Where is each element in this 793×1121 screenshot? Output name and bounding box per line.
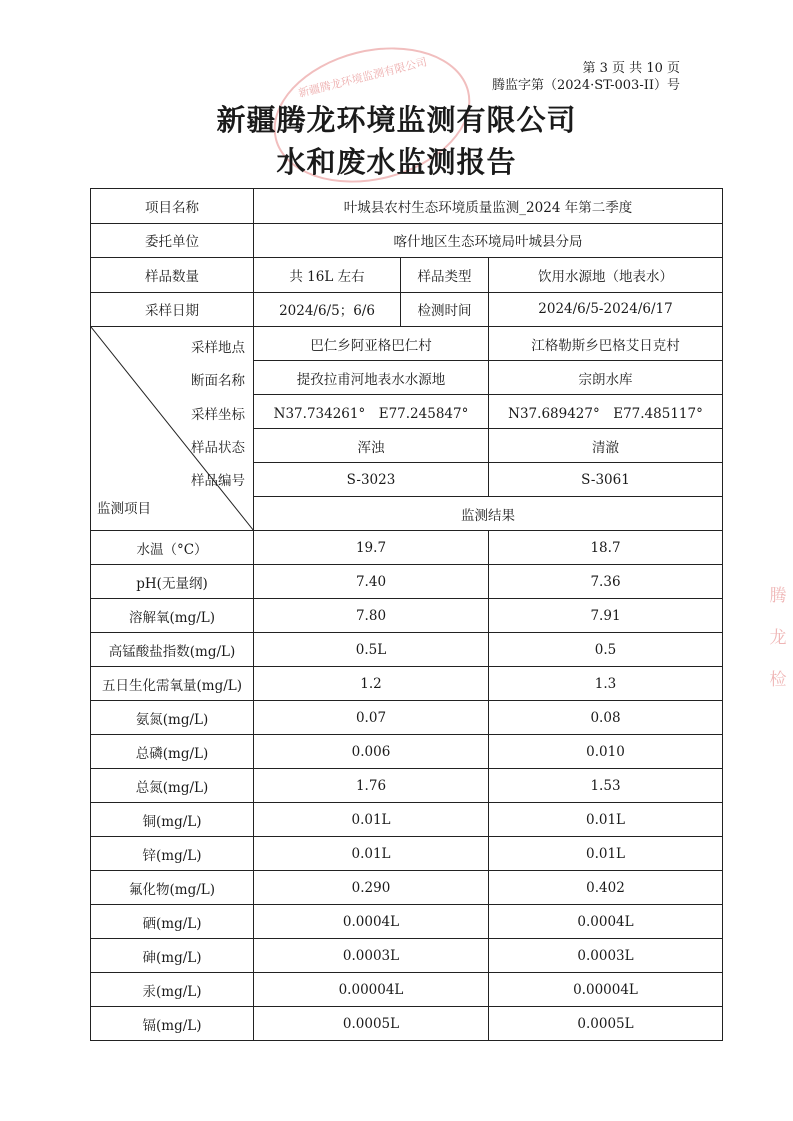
diag-label-state: 样品状态	[191, 440, 245, 456]
seal-text: 新疆腾龙环境监测有限公司	[297, 55, 429, 100]
results-label: 监测结果	[254, 497, 723, 531]
project-row	[91, 189, 723, 224]
result-item: 硒(mg/L)	[91, 905, 254, 939]
result-site2-value: 1.3	[489, 667, 723, 701]
location-row	[91, 327, 723, 361]
result-row	[91, 531, 723, 565]
report-title: 水和废水监测报告	[276, 145, 517, 179]
result-site1-value: 1.76	[254, 769, 489, 803]
site2-coords: N37.689427° E77.485117°	[489, 395, 723, 429]
result-site2-value: 0.08	[489, 701, 723, 735]
sample-qty-value: 共 16L 左右	[254, 258, 401, 293]
diag-label-location: 采样地点	[191, 340, 245, 356]
result-site2-value: 0.0003L	[489, 939, 723, 973]
result-site2-value: 1.53	[489, 769, 723, 803]
sample-qty-label: 样品数量	[91, 258, 254, 293]
page-number: 第 3 页 共 10 页	[582, 61, 680, 76]
result-item: 溶解氧(mg/L)	[91, 599, 254, 633]
result-item: 高锰酸盐指数(mg/L)	[91, 633, 254, 667]
result-site2-value: 0.402	[489, 871, 723, 905]
result-site1-value: 7.40	[254, 565, 489, 599]
sampling-date-row	[91, 292, 723, 327]
result-row	[91, 769, 723, 803]
result-item: 水温（°C）	[91, 531, 254, 565]
result-site1-value: 19.7	[254, 531, 489, 565]
result-item: 总磷(mg/L)	[91, 735, 254, 769]
result-row	[91, 667, 723, 701]
project-value: 叶城县农村生态环境质量监测_2024 年第二季度	[254, 189, 723, 224]
result-row	[91, 837, 723, 871]
result-site2-value: 0.01L	[489, 837, 723, 871]
sampling-date-value: 2024/6/5；6/6	[254, 292, 401, 327]
result-item: 氨氮(mg/L)	[91, 701, 254, 735]
result-item: 锌(mg/L)	[91, 837, 254, 871]
page-info	[492, 60, 680, 94]
result-site1-value: 0.0005L	[254, 1007, 489, 1041]
result-site1-value: 0.006	[254, 735, 489, 769]
site1-coords: N37.734261° E77.245847°	[254, 395, 489, 429]
result-row	[91, 599, 723, 633]
result-site2-value: 0.0005L	[489, 1007, 723, 1041]
results-body	[91, 531, 723, 1041]
result-row	[91, 633, 723, 667]
client-value: 喀什地区生态环境局叶城县分局	[254, 223, 723, 258]
result-row	[91, 735, 723, 769]
result-site1-value: 0.0003L	[254, 939, 489, 973]
result-site2-value: 7.91	[489, 599, 723, 633]
result-row	[91, 973, 723, 1007]
site1-location: 巴仁乡阿亚格巴仁村	[254, 327, 489, 361]
client-label: 委托单位	[91, 223, 254, 258]
company-title: 新疆腾龙环境监测有限公司	[216, 103, 577, 137]
result-row	[91, 701, 723, 735]
diag-label-sample-id: 样品编号	[191, 473, 245, 489]
site1-sample-id: S-3023	[254, 463, 489, 497]
result-site2-value: 0.010	[489, 735, 723, 769]
result-item: pH(无量纲)	[91, 565, 254, 599]
sample-qty-row	[91, 258, 723, 293]
result-row	[91, 939, 723, 973]
result-site1-value: 7.80	[254, 599, 489, 633]
result-item: 氟化物(mg/L)	[91, 871, 254, 905]
site1-state: 浑浊	[254, 429, 489, 463]
result-site1-value: 0.5L	[254, 633, 489, 667]
report-number: 腾监字第（2024·ST-003-II）号	[492, 78, 680, 93]
result-site2-value: 18.7	[489, 531, 723, 565]
result-site2-value: 7.36	[489, 565, 723, 599]
result-row	[91, 871, 723, 905]
site2-section: 宗朗水库	[489, 361, 723, 395]
sample-type-label-text: 样品类型	[417, 268, 472, 285]
result-site1-value: 0.0004L	[254, 905, 489, 939]
result-site2-value: 0.00004L	[489, 973, 723, 1007]
diag-label-section: 断面名称	[191, 373, 245, 389]
sample-type-label	[401, 258, 489, 293]
client-row	[91, 223, 723, 258]
result-item: 五日生化需氧量(mg/L)	[91, 667, 254, 701]
sample-type-value: 饮用水源地（地表水）	[489, 258, 723, 293]
result-site1-value: 0.01L	[254, 837, 489, 871]
result-item: 总氮(mg/L)	[91, 769, 254, 803]
test-time-label: 检测时间	[401, 292, 489, 327]
result-site2-value: 0.0004L	[489, 905, 723, 939]
site2-state: 清澈	[489, 429, 723, 463]
result-site1-value: 0.00004L	[254, 973, 489, 1007]
result-item: 铜(mg/L)	[91, 803, 254, 837]
monitoring-report-table	[90, 188, 723, 1041]
result-row	[91, 905, 723, 939]
site2-sample-id: S-3061	[489, 463, 723, 497]
project-label: 项目名称	[91, 189, 254, 224]
result-site2-value: 0.5	[489, 633, 723, 667]
result-item: 镉(mg/L)	[91, 1007, 254, 1041]
result-row	[91, 803, 723, 837]
edge-seal-mark: 腾龙检	[769, 586, 787, 690]
result-site1-value: 0.07	[254, 701, 489, 735]
result-row	[91, 1007, 723, 1041]
result-item: 砷(mg/L)	[91, 939, 254, 973]
result-row	[91, 565, 723, 599]
result-site1-value: 0.01L	[254, 803, 489, 837]
result-item: 汞(mg/L)	[91, 973, 254, 1007]
site1-section: 提孜拉甫河地表水水源地	[254, 361, 489, 395]
diagonal-header-cell	[91, 327, 254, 531]
sampling-date-label: 采样日期	[91, 292, 254, 327]
diag-label-coords: 采样坐标	[191, 407, 245, 423]
result-site1-value: 1.2	[254, 667, 489, 701]
diag-label-items: 监测项目	[97, 501, 151, 517]
site2-location: 江格勒斯乡巴格艾日克村	[489, 327, 723, 361]
result-site2-value: 0.01L	[489, 803, 723, 837]
test-time-value: 2024/6/5-2024/6/17	[489, 292, 723, 327]
result-site1-value: 0.290	[254, 871, 489, 905]
